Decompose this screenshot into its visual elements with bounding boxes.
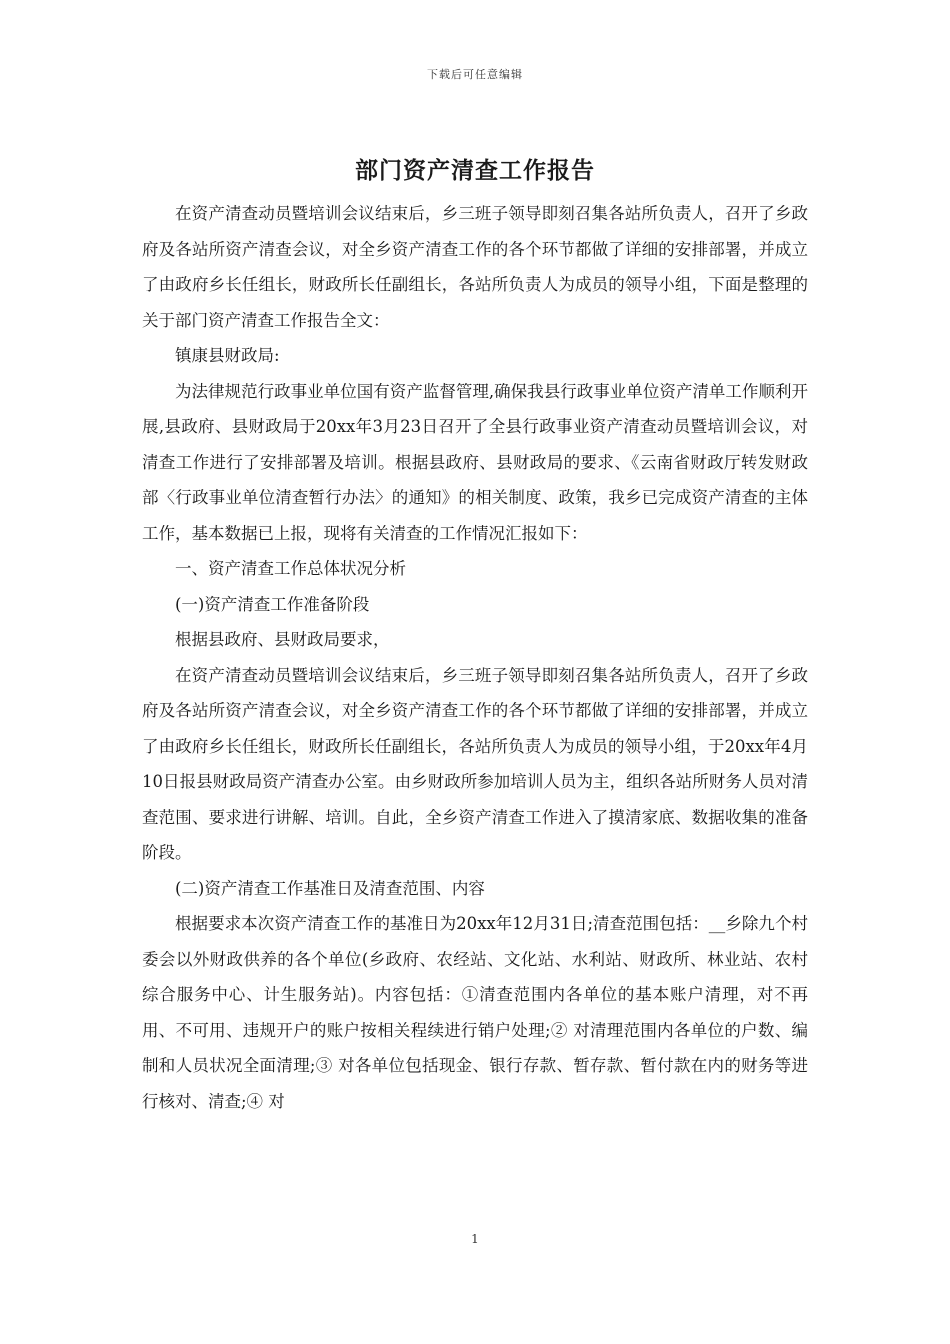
paragraph: 在资产清查动员暨培训会议结束后，乡三班子领导即刻召集各站所负责人，召开了乡政府及各站所资产清查会议，对全乡资产清查工作的各个环节都做了详细的安排部署，并成立了由政府乡长任组长，财政所长任副组长，各站所负责人为成员的领导小组，于20xx年4月10日报县财政局资产清查办公室。由乡财政所参加培训人员为主，组织各站所财务人员对清查范围、要求进行讲解、培训。自此，全乡资产清查工作进入了摸清家底、数据收集的准备阶段。 <box>142 665 808 862</box>
paragraph: 根据县政府、县财政局要求， <box>175 630 390 649</box>
section-heading: 一、资产清查工作总体状况分析 <box>175 559 406 578</box>
subsection-heading: (二)资产清查工作基准日及清查范围、内容 <box>175 878 485 898</box>
subsection-heading: (一)资产清查工作准备阶段 <box>175 594 370 614</box>
paragraph: 镇康县财政局: <box>175 346 280 365</box>
page-number: 1 <box>471 1232 479 1246</box>
header-note: 下载后可任意编辑 <box>427 68 523 81</box>
paragraph: 在资产清查动员暨培训会议结束后，乡三班子领导即刻召集各站所负责人，召开了乡政府及各站所资产清查会议，对全乡资产清查工作的各个环节都做了详细的安排部署，并成立了由政府乡长任组长，财政所长任副组长，各站所负责人为成员的领导小组，下面是整理的关于部门资产清查工作报告全文： <box>142 204 808 330</box>
paragraph: 根据要求本次资产清查工作的基准日为20xx年12月31日;清查范围包括：__乡除九个村委会以外财政供养的各个单位(乡政府、农经站、文化站、水利站、财政所、林业站、农村综合服务中心、计生服务站)。内容包括：①清查范围内各单位的基本账户清理，对不再用、不可用、违规开户的账户按相关程续进行销户处理;② 对清理范围内各单位的户数、编制和人员状况全面清理;③ 对各单位包括现金、银行存款、暂存款、暂付款在内的财务等进行核对、清查;④ 对 <box>142 914 808 1111</box>
document-title: 部门资产清查工作报告 <box>355 157 595 184</box>
document-body <box>142 196 808 1119</box>
paragraph: 为法律规范行政事业单位国有资产监督管理,确保我县行政事业单位资产清单工作顺利开展,县政府、县财政局于20xx年3月23日召开了全县行政事业资产清查动员暨培训会议，对清查工作进行了安排部署及培训。根据县政府、县财政局的要求、《云南省财政厅转发财政部〈行政事业单位清查暂行办法〉的通知》的相关制度、政策，我乡已完成资产清查的主体工作，基本数据已上报，现将有关清查的工作情况汇报如下： <box>142 381 808 543</box>
